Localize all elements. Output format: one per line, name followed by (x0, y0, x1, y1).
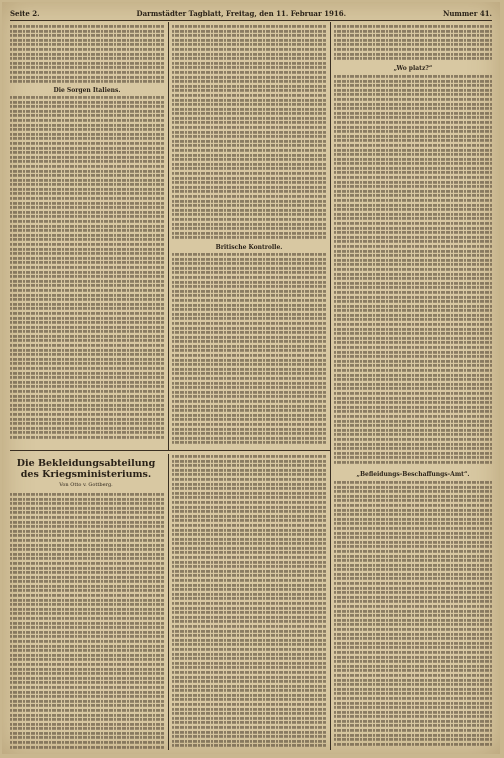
byline: Von Otto v. Gottberg. (59, 482, 113, 488)
headline-sorgen: Die Sorgen Italiens. (53, 87, 121, 94)
column-rule (168, 454, 169, 750)
article-text (10, 24, 164, 86)
article-text (334, 74, 492, 468)
article-text (172, 24, 326, 242)
section-rule (10, 450, 330, 451)
article-text (10, 95, 164, 445)
issue-number: Nummer 41. (442, 9, 492, 18)
newspaper-title: Darmstädter Tagblatt, Freitag, den 11. Februar 1916. (136, 9, 347, 18)
article-text (334, 480, 492, 750)
headline-bekleidung: Die Bekleidungsabteilung des Kriegsministeriums. (16, 458, 156, 480)
article-text (334, 24, 492, 64)
headline-beschaffungs: „Befleidungs-Beschaffungs-Amt“. (356, 471, 470, 478)
article-text (10, 492, 164, 750)
page-number: Seite 2. (10, 9, 40, 18)
article-text (172, 454, 326, 750)
column-rule (168, 22, 169, 450)
headline-platz: „Wo platz?“ (393, 65, 433, 72)
article-text (172, 252, 326, 446)
headline-kontrolle: Britische Kontrolle. (215, 244, 283, 251)
newspaper-page (2, 2, 500, 754)
page-header (10, 8, 492, 21)
column-rule (330, 22, 331, 750)
